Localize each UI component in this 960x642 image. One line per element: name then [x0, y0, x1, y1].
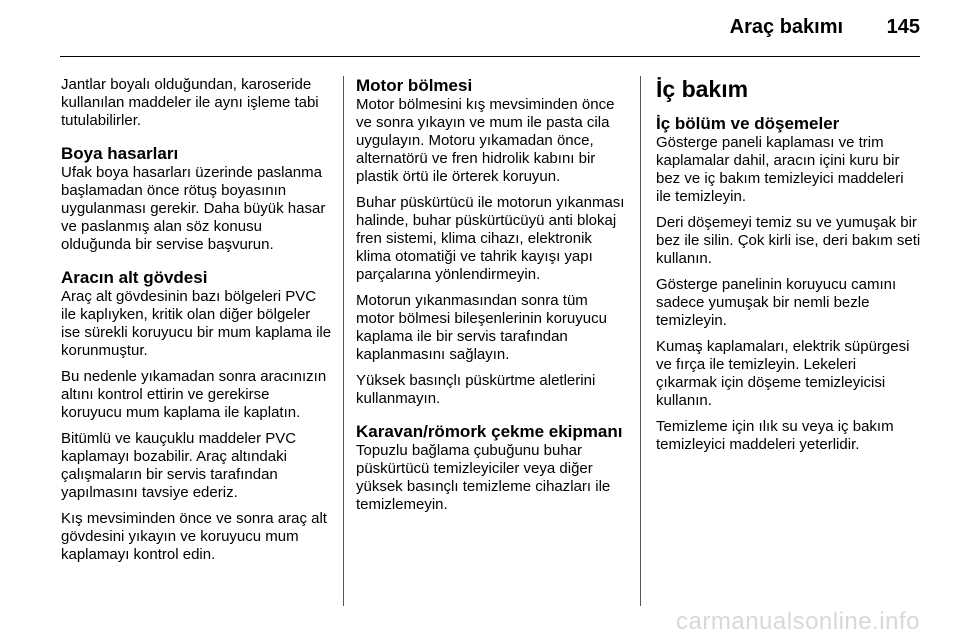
- underbody-paragraph-1: Araç alt gövdesinin bazı bölgeleri PVC ile kaplıyken, kritik olan diğer bölgeler ise sürekli koruyucu bir mum kaplama ile korunmuştur.: [61, 288, 332, 359]
- column-2: [356, 76, 629, 522]
- watermark: carmanualsonline.info: [676, 608, 920, 635]
- column-divider-2: [640, 76, 641, 606]
- interior-paragraph-4: Kumaş kaplamaları, elektrik süpürgesi ve fırça ile temizleyin. Lekeleri çıkarmak için döşeme temizleyicisi kullanın.: [656, 338, 910, 409]
- column-3: [656, 76, 921, 462]
- interior-paragraph-1: Gösterge paneli kaplaması ve trim kaplamalar dahil, aracın içini kuru bir bez ve iç bakım temizleyici maddeleri ile temizleyin.: [656, 134, 904, 205]
- interior-paragraph-3: Gösterge panelinin koruyucu camını sadece yumuşak bir nemli bezle temizleyin.: [656, 276, 897, 329]
- interior-care-heading: İç bakım: [656, 76, 749, 102]
- underbody-paragraph-4: Kış mevsiminden önce ve sonra araç alt gövdesini yıkayın ve koruyucu mum kaplamayı kontrol edin.: [61, 510, 327, 563]
- engine-paragraph-1: Motor bölmesini kış mevsiminden önce ve sonra yıkayın ve mum ile pasta cila uygulayın. Motoru yıkamadan önce, alternatörü ve fren hidrolik kabını bir plastik örtü ile örterek koruyun.: [356, 96, 615, 185]
- underbody-paragraph-3: Bitümlü ve kauçuklu maddeler PVC kaplamayı bozabilir. Araç altındaki çalışmaların bir servis tarafından yapılmasını tavsiye ederiz.: [61, 430, 297, 501]
- engine-paragraph-3: Motorun yıkanmasından sonra tüm motor bölmesi bileşenlerinin koruyucu kaplama ile bir servis tarafından kaplanmasını sağlayın.: [356, 292, 607, 363]
- underbody-heading: Aracın alt gövdesi: [61, 268, 208, 287]
- paint-damage-paragraph: Ufak boya hasarları üzerinde paslanma başlamadan önce rötuş boyasının uygulanması gerekir. Daha büyük hasar ve paslanmış alan söz konusu olduğunda bir servise başvurun.: [61, 164, 326, 253]
- interior-paragraph-5: Temizleme için ılık su veya iç bakım temizleyici maddeleri yeterlidir.: [656, 418, 894, 453]
- interior-upholstery-heading: İç bölüm ve döşemeler: [656, 114, 840, 133]
- column-1: [61, 76, 333, 572]
- column-divider-1: [343, 76, 344, 606]
- engine-paragraph-2: Buhar püskürtücü ile motorun yıkanması halinde, buhar püskürtücüyü anti blokaj fren sistemi, klima cihazı, elektronik klima otomatiği ve tahrik kayışı yapı parçalarına yönlendirmeyin.: [356, 194, 625, 283]
- header-rule: [60, 56, 920, 57]
- page-number: 145: [886, 16, 920, 38]
- engine-compartment-heading: Motor bölmesi: [356, 76, 473, 95]
- page-header: [730, 16, 920, 39]
- engine-paragraph-4: Yüksek basınçlı püskürtme aletlerini kullanmayın.: [356, 372, 596, 407]
- towing-equipment-heading: Karavan/römork çekme ekipmanı: [356, 422, 623, 441]
- wheels-intro-paragraph: Jantlar boyalı olduğundan, karoseride kullanılan maddeler ile aynı işleme tabi tutulabilirler.: [61, 76, 319, 129]
- interior-paragraph-2: Deri döşemeyi temiz su ve yumuşak bir bez ile silin. Çok kirli ise, deri bakım seti kullanın.: [656, 214, 921, 267]
- towing-paragraph: Topuzlu bağlama çubuğunu buhar püskürtücü temizleyiciler veya diğer yüksek basınçlı temizleme cihazları ile temizlemeyin.: [356, 442, 611, 513]
- paint-damage-heading: Boya hasarları: [61, 144, 179, 163]
- section-title: Araç bakımı: [729, 16, 844, 38]
- underbody-paragraph-2: Bu nedenle yıkamadan sonra aracınızın altını kontrol ettirin ve gerekirse koruyucu mum kaplama ile kaplatın.: [61, 368, 327, 421]
